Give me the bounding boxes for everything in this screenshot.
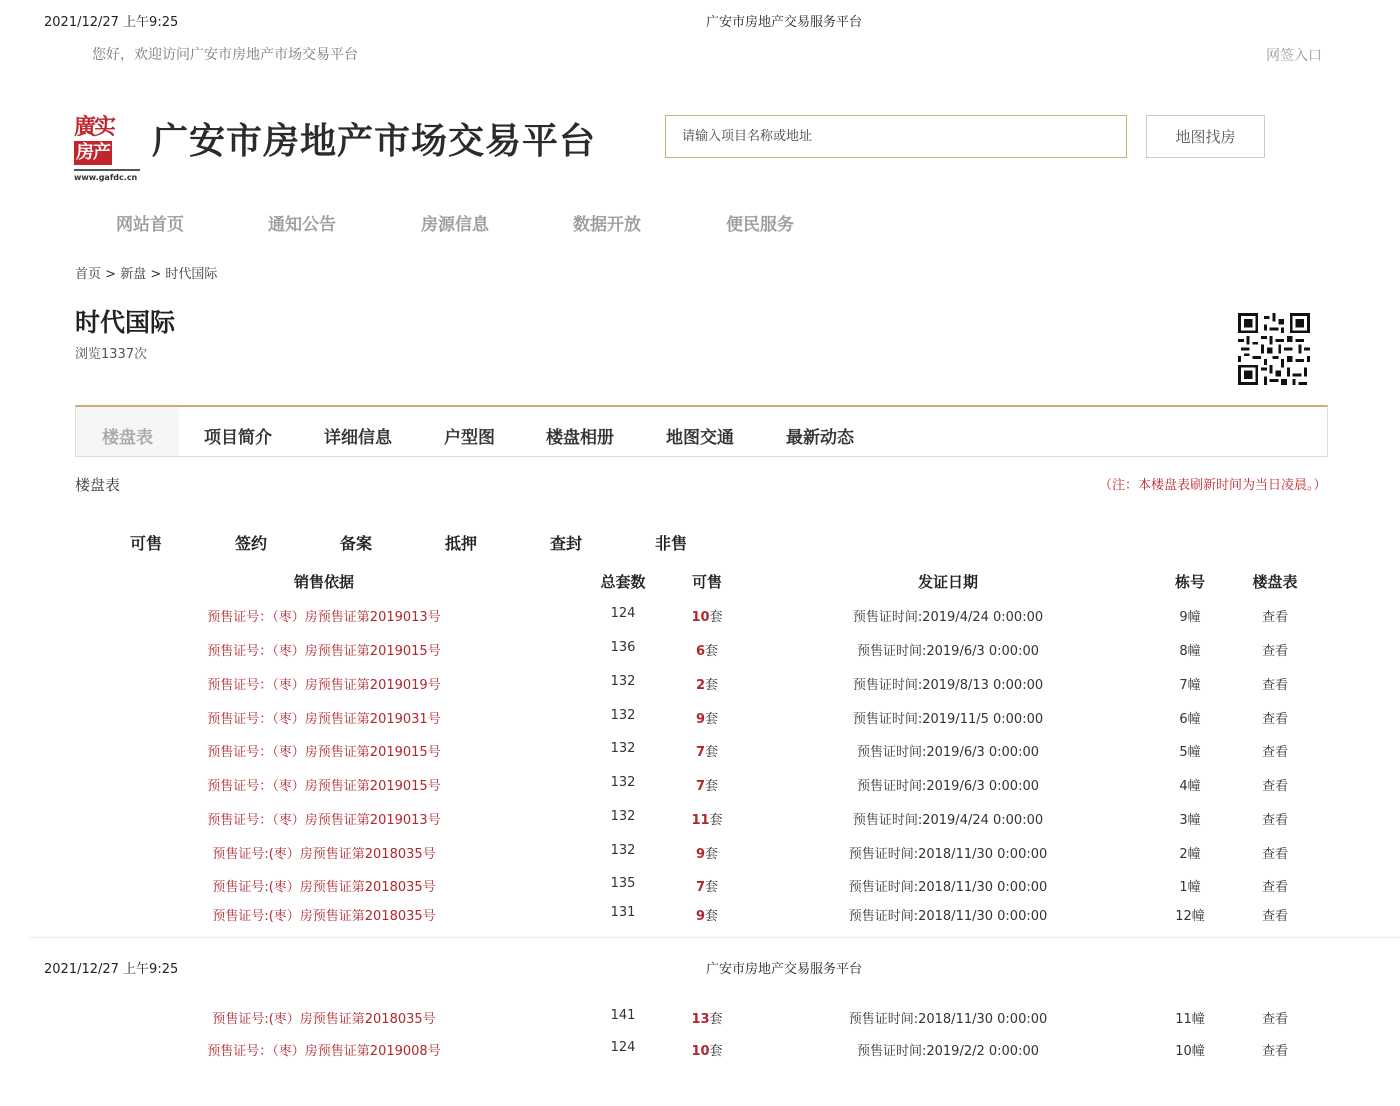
row-issue-date: 预售证时间:2018/11/30 0:00:00 — [848, 880, 1048, 895]
project-title: 时代国际 — [75, 308, 176, 337]
row-sales-basis: 预售证号:(枣）房预售证第2018035号 — [212, 909, 436, 924]
row-issue-date: 预售证时间:2019/4/24 0:00:00 — [852, 610, 1044, 625]
row-total-units: 131 — [610, 905, 636, 920]
row-total-units: 135 — [610, 876, 636, 891]
online-sign-link[interactable]: 网签入口 — [1266, 48, 1322, 64]
print-title: 广安市房地产交易服务平台 — [706, 962, 863, 977]
tab-latest-news[interactable]: 最新动态 — [786, 428, 854, 448]
row-view-link[interactable]: 查看 — [1261, 847, 1288, 862]
row-building-no: 10幢 — [1175, 1044, 1205, 1059]
welcome-text: 您好，欢迎访问广安市房地产市场交易平台 — [92, 47, 358, 63]
row-available-units — [677, 1008, 737, 1027]
row-building-no: 12幢 — [1175, 909, 1205, 924]
available-count: 9 — [695, 909, 706, 924]
tab-details[interactable]: 详细信息 — [324, 428, 392, 448]
row-issue-date: 预售证时间:2019/4/24 0:00:00 — [852, 813, 1044, 828]
breadcrumb-separator: > — [150, 267, 162, 282]
site-logo[interactable] — [74, 114, 142, 182]
row-issue-date: 预售证时间:2019/11/5 0:00:00 — [852, 712, 1044, 727]
unit-label: 套 — [705, 712, 719, 727]
col-header-building-table: 楼盘表 — [1252, 573, 1298, 591]
row-building-no: 6幢 — [1179, 712, 1201, 727]
row-available-units — [677, 708, 737, 727]
available-count: 7 — [695, 745, 706, 760]
row-total-units: 132 — [610, 741, 636, 756]
row-issue-date: 预售证时间:2019/6/3 0:00:00 — [856, 779, 1039, 794]
tab-map-traffic[interactable]: 地图交通 — [666, 428, 734, 448]
row-view-link[interactable]: 查看 — [1261, 813, 1288, 828]
row-sales-basis: 预售证号:(枣）房预售证第2018035号 — [212, 847, 436, 862]
qr-code-icon — [1238, 313, 1310, 385]
row-issue-date: 预售证时间:2019/2/2 0:00:00 — [856, 1044, 1039, 1059]
unit-label: 套 — [705, 880, 719, 895]
nav-open-data[interactable]: 数据开放 — [573, 215, 641, 235]
row-issue-date: 预售证时间:2019/6/3 0:00:00 — [856, 745, 1039, 760]
row-available-units — [677, 876, 737, 895]
row-building-no: 2幢 — [1179, 847, 1201, 862]
nav-listings[interactable]: 房源信息 — [421, 215, 489, 235]
unit-label: 套 — [705, 847, 719, 862]
unit-label: 套 — [705, 644, 719, 659]
search-input[interactable] — [665, 115, 1127, 158]
print-date: 2021/12/27 上午9:25 — [44, 15, 179, 30]
unit-label: 套 — [705, 745, 719, 760]
print-title: 广安市房地产交易服务平台 — [706, 15, 863, 30]
row-building-no: 9幢 — [1179, 610, 1201, 625]
row-issue-date: 预售证时间:2018/11/30 0:00:00 — [848, 909, 1048, 924]
nav-notices[interactable]: 通知公告 — [268, 215, 336, 235]
site-title: 广安市房地产市场交易平台 — [152, 121, 597, 162]
row-view-link[interactable]: 查看 — [1261, 779, 1288, 794]
unit-label: 套 — [709, 610, 723, 625]
breadcrumb-home[interactable]: 首页 — [75, 267, 102, 282]
row-sales-basis: 预售证号：（枣）房预售证第2019019号 — [207, 678, 441, 693]
row-total-units: 141 — [610, 1008, 636, 1023]
row-available-units — [677, 905, 737, 924]
row-view-link[interactable]: 查看 — [1261, 745, 1288, 760]
unit-label: 套 — [709, 1012, 723, 1027]
row-building-no: 7幢 — [1179, 678, 1201, 693]
unit-label: 套 — [709, 813, 723, 828]
logo-mark: 廣实房产 — [74, 114, 115, 163]
row-sales-basis: 预售证号:(枣）房预售证第2018035号 — [212, 880, 436, 895]
row-view-link[interactable]: 查看 — [1261, 644, 1288, 659]
row-building-no: 4幢 — [1179, 779, 1201, 794]
row-view-link[interactable]: 查看 — [1261, 678, 1288, 693]
status-not-for-sale: 非售 — [655, 534, 688, 553]
status-signed: 签约 — [235, 534, 268, 553]
breadcrumb — [75, 263, 217, 282]
project-tabbar — [75, 405, 1328, 457]
row-building-no: 3幢 — [1179, 813, 1201, 828]
tab-floor-plans[interactable]: 户型图 — [444, 428, 495, 448]
col-header-issue-date: 发证日期 — [917, 573, 978, 591]
available-count: 13 — [691, 1012, 710, 1027]
row-sales-basis: 预售证号：（枣）房预售证第2019015号 — [207, 779, 441, 794]
print-date: 2021/12/27 上午9:25 — [44, 962, 179, 977]
row-total-units: 124 — [610, 606, 636, 621]
row-available-units — [677, 809, 737, 828]
available-count: 6 — [695, 644, 706, 659]
row-issue-date: 预售证时间:2019/8/13 0:00:00 — [852, 678, 1044, 693]
section-title: 楼盘表 — [75, 476, 121, 494]
tab-building-table[interactable]: 楼盘表 — [102, 428, 153, 448]
status-sealed: 查封 — [550, 534, 583, 553]
tab-project-intro[interactable]: 项目简介 — [204, 428, 272, 448]
row-view-link[interactable]: 查看 — [1261, 880, 1288, 895]
available-count: 10 — [691, 610, 710, 625]
status-available: 可售 — [130, 534, 163, 553]
available-count: 11 — [691, 813, 710, 828]
row-sales-basis: 预售证号：（枣）房预售证第2019015号 — [207, 644, 441, 659]
row-building-no: 11幢 — [1175, 1012, 1205, 1027]
row-issue-date: 预售证时间:2019/6/3 0:00:00 — [856, 644, 1039, 659]
row-view-link[interactable]: 查看 — [1261, 712, 1288, 727]
unit-label: 套 — [709, 1044, 723, 1059]
row-view-link[interactable]: 查看 — [1261, 610, 1288, 625]
status-mortgaged: 抵押 — [445, 534, 478, 553]
row-building-no: 5幢 — [1179, 745, 1201, 760]
row-sales-basis: 预售证号：（枣）房预售证第2019008号 — [207, 1044, 441, 1059]
available-count: 2 — [695, 678, 706, 693]
row-view-link[interactable]: 查看 — [1261, 1012, 1288, 1027]
logo-url: www.gafdc.cn — [74, 173, 138, 182]
map-search-button[interactable]: 地图找房 — [1146, 115, 1265, 158]
row-total-units: 132 — [610, 809, 636, 824]
row-available-units — [677, 741, 737, 760]
view-count: 浏览1337次 — [75, 347, 148, 362]
row-total-units: 132 — [610, 674, 636, 689]
row-total-units: 132 — [610, 843, 636, 858]
tab-photo-album[interactable]: 楼盘相册 — [546, 428, 614, 448]
row-available-units — [677, 1040, 737, 1059]
unit-label: 套 — [705, 909, 719, 924]
available-count: 7 — [695, 779, 706, 794]
row-issue-date: 预售证时间:2018/11/30 0:00:00 — [848, 1012, 1048, 1027]
row-sales-basis: 预售证号:(枣）房预售证第2018035号 — [212, 1012, 436, 1027]
col-header-basis: 销售依据 — [293, 573, 354, 591]
row-sales-basis: 预售证号：（枣）房预售证第2019013号 — [207, 813, 441, 828]
row-available-units — [677, 775, 737, 794]
row-sales-basis: 预售证号：（枣）房预售证第2019015号 — [207, 745, 441, 760]
unit-label: 套 — [705, 678, 719, 693]
col-header-available: 可售 — [691, 573, 722, 591]
row-total-units: 132 — [610, 775, 636, 790]
available-count: 9 — [695, 712, 706, 727]
available-count: 7 — [695, 880, 706, 895]
row-available-units — [677, 640, 737, 659]
col-header-building: 栋号 — [1174, 573, 1205, 591]
row-view-link[interactable]: 查看 — [1261, 909, 1288, 924]
status-filed: 备案 — [340, 534, 373, 553]
breadcrumb-current: 时代国际 — [165, 267, 218, 282]
breadcrumb-new[interactable]: 新盘 — [120, 267, 147, 282]
available-count: 9 — [695, 847, 706, 862]
row-total-units: 132 — [610, 708, 636, 723]
row-building-no: 1幢 — [1179, 880, 1201, 895]
refresh-note: （注：本楼盘表刷新时间为当日凌晨。） — [1099, 478, 1327, 493]
row-sales-basis: 预售证号：（枣）房预售证第2019013号 — [207, 610, 441, 625]
col-header-total: 总套数 — [600, 573, 646, 591]
row-available-units — [677, 606, 737, 625]
row-available-units — [677, 843, 737, 862]
row-total-units: 124 — [610, 1040, 636, 1055]
row-total-units: 136 — [610, 640, 636, 655]
row-sales-basis: 预售证号：（枣）房预售证第2019031号 — [207, 712, 441, 727]
unit-label: 套 — [705, 779, 719, 794]
nav-services[interactable]: 便民服务 — [726, 215, 794, 235]
nav-home[interactable]: 网站首页 — [116, 215, 184, 235]
row-view-link[interactable]: 查看 — [1261, 1044, 1288, 1059]
row-available-units — [677, 674, 737, 693]
row-issue-date: 预售证时间:2018/11/30 0:00:00 — [848, 847, 1048, 862]
breadcrumb-separator: > — [105, 267, 117, 282]
row-building-no: 8幢 — [1179, 644, 1201, 659]
available-count: 10 — [691, 1044, 710, 1059]
